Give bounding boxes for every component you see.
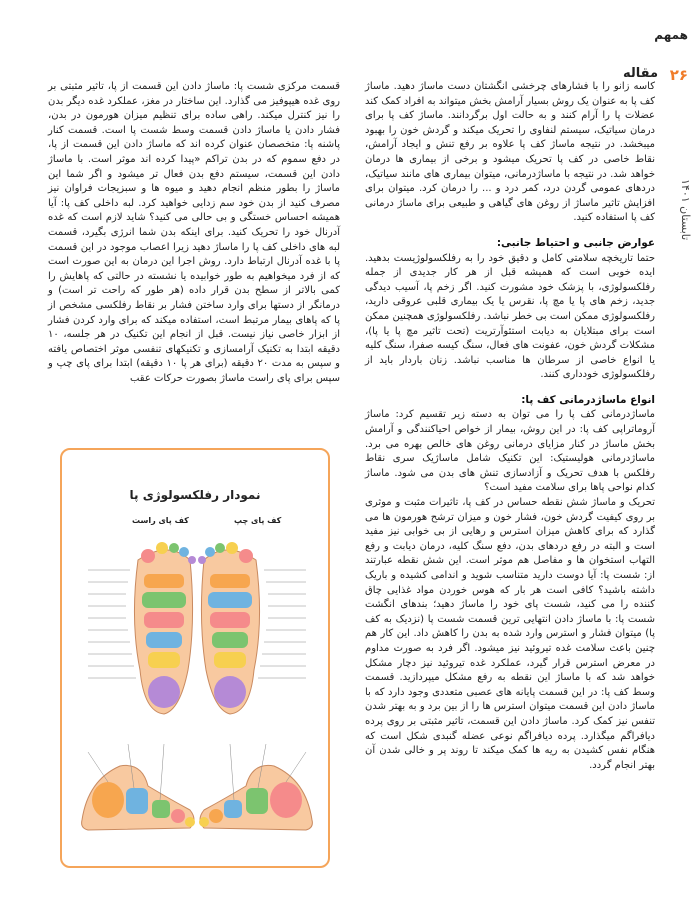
left-foot-label: کف پای چپ [234, 516, 282, 525]
page-number: ۲۶ [669, 66, 688, 84]
left-sole-drawing [198, 542, 260, 714]
page-header [578, 28, 688, 84]
left-column [48, 80, 340, 386]
side-foot-right-drawing [82, 765, 195, 830]
magazine-logo: همهم [654, 28, 688, 42]
label-lines-right [258, 570, 306, 678]
right-sole-drawing [134, 542, 196, 714]
heading-side-effects: عوارض جانبی و احتیاط جانبی: [496, 236, 655, 249]
right-foot-label: کف پای راست [132, 516, 189, 525]
massage-types-paragraph: ماساژدرمانی کف پا را می توان به دسته زیر تقسیم کرد: ماساژ آروماتراپی کف پا: در این روش، بیمار از خواص احیاکنندگی و آرامش بخش ماساژ در کنار مزایای درمانی روغن های خالص بهره می برد. ماساژدرمانی هولیستیک: این تکنیک شامل ماساژیک سری نقاط رفلکس با هدف تحریک و آزادسازی تنش های بدن می شود. ماساژ کدام نواحی پاها برای سلامت مفید است؟ [365, 409, 655, 494]
intro-paragraph: کاسه زانو را با فشارهای چرخشی انگشتان دست ماساژ دهید. ماساژ کف پا به عنوان یک روش بسیار آرامش بخش میتواند به افراد کمک کند عضلات پا را آرام کنند و به حالت اول برگردانند. ماساژ کف پا برای درمان سیاتیک، سیستم لنفاوی را تحریک میکند و گردش خون را بهبود میبخشد. در نتیجه ماساژ کف پا علاوه بر رفع تنش و ایجاد آرامش، نقاط خاصی در کف پا تحریک میشود و برخی از بیماری ها درمان خواهد شد. در نتیجه با ماساژدرمانی، میتوان بیماری های مانند سیاتیک، دردهای عمومی گردن درد، کمر درد و ... را درمان کرد. میتوان برای افزایش تاثیر ماساژ از روغن های گیاهی و طبیعی برای ماساژ درمانی کف پا استفاده کنید. [365, 81, 655, 224]
right-column [365, 80, 655, 773]
foot-chart-illustration [68, 530, 326, 850]
issue-label: تابستان ۱۴۰۱ [679, 178, 692, 240]
heading-massage-types: انواع ماساژدرمانی کف پا: [521, 393, 655, 406]
six-points-paragraph: تحریک و ماساژ شش نقطه حساس در کف پا، تاثیرات مثبت و موثری بر روی کیفیت گردش خون، فشار خون و میزان ترشح هورمون ها می گذارد که برای کاهش میزان استرس و رهایی از بی خوابی نیز مفید است و البته در رفع دردهای بدن، دفع سنگ کلیه، درمان دیابت و رفع التهاب استخوان ها و مفاصل هم موثر است. این شش نقطه عبارتند از: شست پا: آیا دوست دارید متناسب شوید و اندامی کشیده و باریک داشته باشید؟ کافی است هر بار که هوس خوردن مواد غذایی چاق کننده را می کنید، شست پای خود را ماساژ دهید؛ بندهای انگشت شست پا: با ماساژ دادن انتهایی ترین قسمت شست پا (نزدیک به کف پا) میتوان فشار و استرس وارد شده به بدن را کاهش داد. این کار هم چنین باعث سلامت غده تیروئید نیز میشود. اگر فرد به صورت مداوم در معرض استرس قرار گیرد، عملکرد غده تیروئید نیز دچار مشکل خواهد شد که با ماساژ این نقطه به رفع مشکل میپردازید. قسمت وسط کف پا: در این قسمت پایانه های عصبی متعددی وجود دارد که با ماساژ دادن این قسمت میتوان استرس ها را از بین برد و به بهتر شدن تنفس نیز کمک کرد. ماساژ دادن این قسمت، تاثیر مثبتی بر روی پرده دیافراگم میگذارد. پرده دیافراگم نوعی عضله گنبدی شکل است که هنگام نفس کشیدن به ریه ها کمک میکند تا روند پر و خالی شدن آن بهتر انجام گردد. [365, 497, 655, 771]
left-paragraph: قسمت مرکزی شست پا: ماساژ دادن این قسمت از پا، تاثیر مثبتی بر روی غده هیپوفیز می گذارد. این ساختار در مغز، عملکرد غده دیگر بدن را نیز کنترل میکند. راهی ساده برای تنظیم میزان هورمون در بدن، فشار دادن یا ماساژ دادن قسمت وسط شست پا است. قسمت کنار پاشنه پا: متخصصان عنوان کرده اند که ماساژ دادن این قسمت از پا، در دفع سموم که در بدن تراکم «پیدا کرده اند موثر است. با ماساژ دادن این قسمت، سیستم دفع بدن فعال تر میشود و اگر شما این ماساژ را بطور منظم انجام دهید و میوه ها و سبزیجات فراوان نیز مصرف کنید از بدن خود سم زدایی خواهید کرد. لبه داخلی کف پا: آیا همیشه احساس خستگی و بی حالی می کنید؟ شاید لازم است که غده آدرنال خود را تحریک کنید. برای اینکه بدن شما انرژی بگیرد، قسمت لبه های داخلی کف پا را ماساژ دهید زیرا اعصاب موجود در این قسمت پا با غده آدرنال ارتباط دارد. روش اجرا این درمان به این صورت است که از فرد میخواهیم به طور خوابیده یا نشسته در حالتی که پاهایش را کمی بالاتر از سطح بدن قرار داده (هر طور که راحت تر است) و درمانگر از دستها برای وارد ساختن فشار بر نقاط رفلکسی مشخص از پا که پاهای بیمار مرتبط است، استفاده میکند که برای وارد کردن فشار از ابزار خاصی نیاز نیست. قبل از انجام این تکنیک در هر جلسه، ۱۰ دقیقه ابتدا به تکنیک آرامسازی و تکنیکهای تنفسی موثر اختصاص یافته و سپس به مدت ۲۰ دقیقه (برای هر پا ۱۰ دقیقه) ابتدا برای پای چپ و سپس برای پای راست ماساژ بصورت حرکات عقب [48, 81, 340, 384]
reflexology-figure [60, 448, 330, 868]
side-foot-left-drawing [199, 765, 312, 830]
section-name: مقاله [622, 66, 658, 81]
figure-title: نمودار رفلکسولوژی پا [129, 488, 261, 502]
label-lines-left [88, 570, 136, 678]
side-effects-paragraph: حتما تاریخچه سلامتی کامل و دقیق خود را به رفلکسولوژیست بدهید. ایده خوبی است که همیشه قبل از هر کار جدیدی از جمله رفلکسولوژی، با پزشک خود مشورت کنید. اگر زخم پا، آسیب دیدگی جدید، زخم های پا یا مچ پا، نقرس یا یک بیماری قلبی عروقی دارید، رفلکسولوژی ممکن است بی خطر نباشد. رفلکسولوژی همچنین ممکن است برای مبتلایان به دیابت استئوآرتریت (تحت تاثیر مچ پا یا پا)، مشکلات گردش خون، عفونت های فعال، سنگ کیسه صفرا، سنگ کلیه یا انواع خاصی از سرطان ها مناسب نباشد. زنان باردار باید از رفلکسولوژی خودداری کنند. [365, 252, 655, 381]
